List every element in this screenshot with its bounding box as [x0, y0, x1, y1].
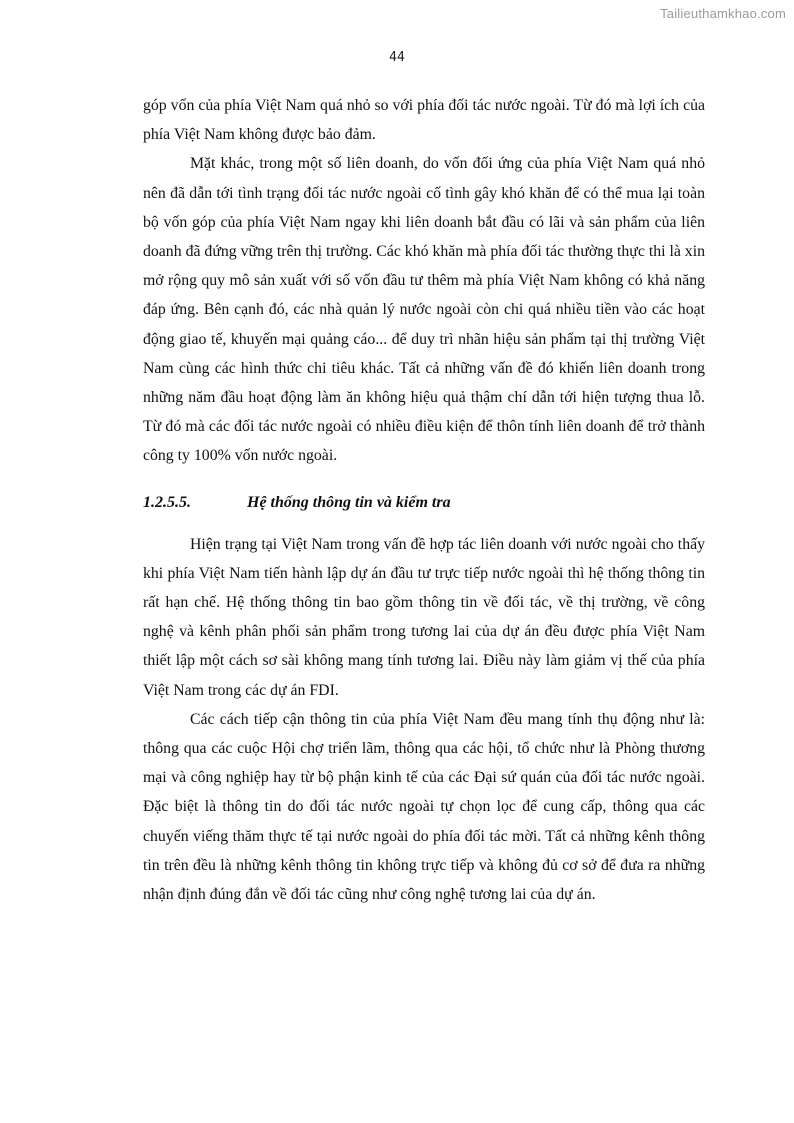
document-body [143, 91, 705, 909]
page-number: 44 [389, 50, 405, 65]
section-number: 1.2.5.5. [143, 493, 191, 511]
section-title: Hệ thống thông tin và kiểm tra [247, 493, 451, 511]
paragraph-continuation: góp vốn của phía Việt Nam quá nhỏ so với phía đối tác nước ngoài. Từ đó mà lợi ích của phía Việt Nam không được bảo đảm. [143, 97, 705, 144]
watermark-text: Tailieuthamkhao.com [660, 6, 786, 21]
paragraph-information-system: Hiện trạng tại Việt Nam trong vấn đề hợp tác liên doanh với nước ngoài cho thấy khi phía Việt Nam tiến hành lập dự án đầu tư trực tiếp nước ngoài thì hệ thống thông tin rất hạn chế. Hệ thống thông tin bao gồm thông tin về đối tác, về thị trường, về công nghệ và kênh phân phối sản phẩm trong tương lai của dự án đều được phía Việt Nam thiết lập một cách sơ sài không mang tính tương lai. Điều này làm giảm vị thế của phía Việt Nam trong các dự án FDI. [143, 535, 705, 699]
section-heading [143, 492, 705, 514]
paragraph-joint-venture-difficulties: Mặt khác, trong một số liên doanh, do vốn đối ứng của phía Việt Nam quá nhỏ nên đã dẫn tới tình trạng đối tác nước ngoài cố tình gây khó khăn để có thể mua lại toàn bộ vốn góp của phía Việt Nam ngay khi liên doanh bắt đầu có lãi và sản phẩm của liên doanh đã đứng vững trên thị trường. Các khó khăn mà phía đối tác thường thực thi là xin mở rộng quy mô sản xuất với số vốn đầu tư thêm mà phía Việt Nam không có khả năng đáp ứng. Bên cạnh đó, các nhà quản lý nước ngoài còn chi quá nhiều tiền vào các hoạt động giao tế, khuyến mại quảng cáo... để duy trì nhãn hiệu sản phẩm tại thị trường Việt Nam cùng các hình thức chi tiêu khác. Tất cả những vấn đề đó khiến liên doanh trong những năm đầu hoạt động làm ăn không hiệu quả thậm chí dẫn tới hiện tượng thua lỗ. Từ đó mà các đối tác nước ngoài có nhiều điều kiện để thôn tính liên doanh để trở thành công ty 100% vốn nước ngoài. [143, 155, 705, 465]
paragraph-information-access: Các cách tiếp cận thông tin của phía Việt Nam đều mang tính thụ động như là: thông qua các cuộc Hội chợ triển lãm, thông qua các hội, tổ chức như là Phòng thương mại và công nghiệp hay từ bộ phận kinh tế của các Đại sứ quán của đối tác nước ngoài. Đặc biệt là thông tin do đối tác nước ngoài tự chọn lọc để cung cấp, thông qua các chuyến viếng thăm thực tế tại nước ngoài do phía đối tác mời. Tất cả những kênh thông tin trên đều là những kênh thông tin không trực tiếp và không đủ cơ sở để đưa ra những nhận định đúng đắn về đối tác cũng như công nghệ tương lai của dự án. [143, 710, 705, 904]
